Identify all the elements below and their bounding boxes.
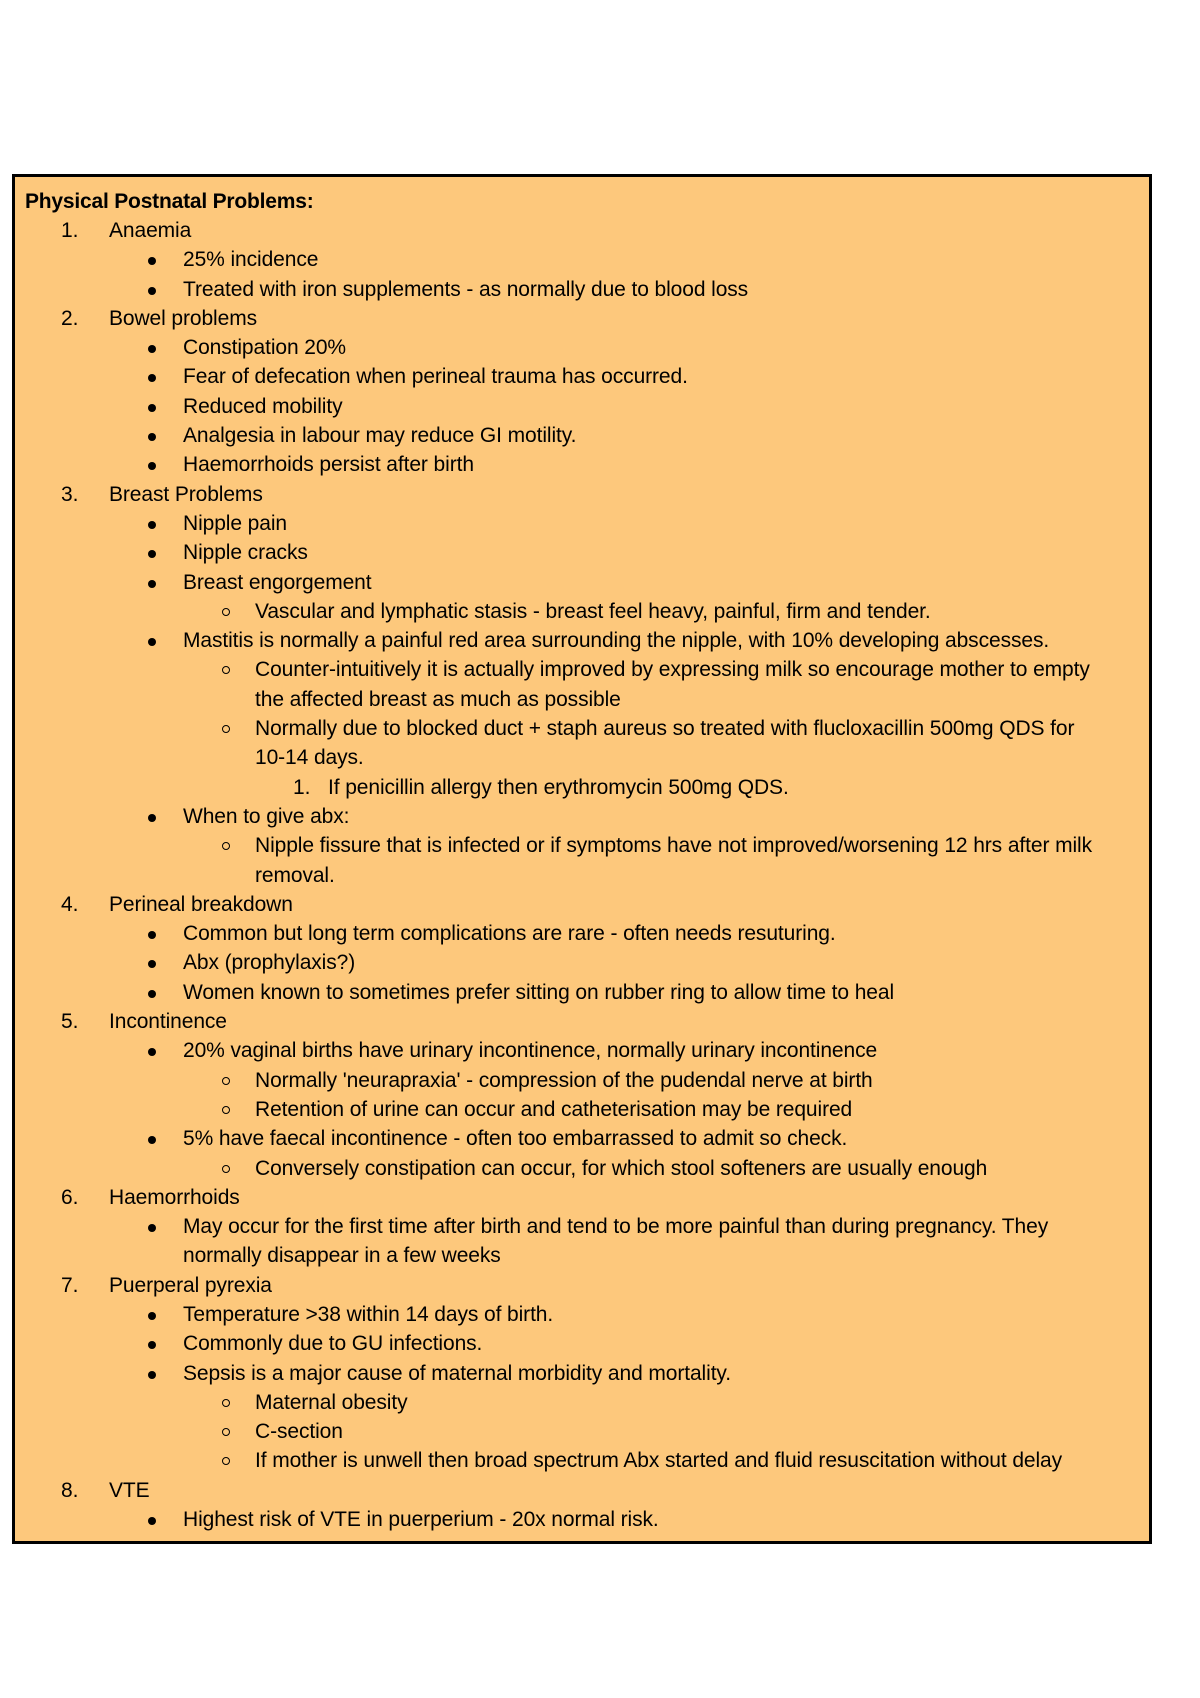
section-heading [25, 480, 1139, 509]
sub-bullet-item-text: If mother is unwell then broad spectrum Abx started and fluid resuscitation without delay [255, 1449, 1063, 1473]
sub-bullet-item-text: Maternal obesity [255, 1390, 408, 1414]
section-number: 3. [61, 482, 79, 506]
section-heading [25, 890, 1139, 919]
circle-bullet-icon [222, 842, 230, 850]
bullet-item [25, 948, 1139, 977]
section-heading-text: Anaemia [109, 219, 192, 242]
bullet-item-text: 20% vaginal births have urinary incontinence, normally urinary incontinence [183, 1039, 878, 1063]
sub-bullet-item [25, 1154, 1139, 1183]
sub-bullet-item-text: Normally 'neurapraxia' - compression of the pudendal nerve at birth [255, 1068, 873, 1092]
sub-bullet-item [25, 861, 1139, 890]
page-title: Physical Postnatal Problems: [25, 190, 314, 213]
bullet-item [25, 568, 1139, 597]
bullet-item-text: 25% incidence [183, 248, 319, 272]
section-heading-text: Breast Problems [109, 482, 263, 506]
bullet-item [25, 919, 1139, 948]
section-number: 8. [61, 1478, 79, 1502]
bullet-icon [148, 1312, 156, 1320]
bullet-item [25, 626, 1139, 655]
section-heading [25, 1271, 1139, 1300]
bullet-icon [148, 814, 156, 822]
notes-box [12, 174, 1152, 1544]
bullet-item-text: May occur for the first time after birth and tend to be more painful than during pregnancy. They [183, 1215, 1049, 1239]
circle-bullet-icon [222, 1399, 230, 1407]
section-number: 1. [61, 219, 79, 242]
bullet-item [25, 275, 1139, 304]
section-heading-text: VTE [109, 1478, 150, 1502]
circle-bullet-icon [222, 1165, 230, 1173]
bullet-icon [148, 580, 156, 588]
circle-bullet-icon [222, 1077, 230, 1085]
sub-bullet-item [25, 597, 1139, 626]
circle-bullet-icon [222, 1428, 230, 1436]
bullet-item [25, 538, 1139, 567]
sub-bullet-item-text: Vascular and lymphatic stasis - breast feel heavy, painful, firm and tender. [255, 599, 931, 623]
bullet-item-text: Nipple pain [183, 511, 287, 535]
circle-bullet-icon [222, 725, 230, 733]
sub-bullet-item-text: Conversely constipation can occur, for which stool softeners are usually enough [255, 1156, 988, 1180]
section-heading [25, 304, 1139, 333]
section-number: 4. [61, 892, 79, 916]
bullet-icon [148, 990, 156, 998]
bullet-icon [148, 1224, 156, 1232]
bullet-item [25, 450, 1139, 479]
bullet-item [25, 509, 1139, 538]
sub-bullet-item-text: 10-14 days. [255, 746, 364, 770]
sub-bullet-item [25, 1388, 1139, 1417]
bullet-item-text: normally disappear in a few weeks [183, 1244, 501, 1268]
bullet-item-text: Mastitis is normally a painful red area surrounding the nipple, with 10% developing abscesses. [183, 629, 1050, 653]
circle-bullet-icon [222, 608, 230, 616]
bullet-item [25, 1359, 1139, 1388]
numbered-sub-item [25, 773, 1139, 802]
bullet-icon [148, 433, 156, 441]
bullet-icon [148, 638, 156, 646]
section-heading [25, 216, 1139, 245]
bullet-item [25, 392, 1139, 421]
sub-bullet-item-text: Counter-intuitively it is actually improved by expressing milk so encourage mother to empty [255, 658, 1090, 682]
circle-bullet-icon [222, 666, 230, 674]
bullet-icon [148, 287, 156, 295]
bullet-item [25, 1300, 1139, 1329]
section-number: 7. [61, 1273, 79, 1297]
bullet-item-text: When to give abx: [183, 804, 350, 828]
bullet-icon [148, 1341, 156, 1349]
bullet-icon [148, 404, 156, 412]
bullet-icon [148, 345, 156, 353]
bullet-item-text: Analgesia in labour may reduce GI motility. [183, 424, 577, 448]
section-heading-text: Incontinence [109, 1010, 227, 1034]
bullet-item-text: Constipation 20% [183, 336, 347, 360]
bullet-item-text: Breast engorgement [183, 570, 372, 594]
bullet-item [25, 1212, 1139, 1241]
section-heading [25, 1476, 1139, 1505]
section-heading [25, 1183, 1139, 1212]
bullet-item [25, 802, 1139, 831]
bullet-item-text: 5% have faecal incontinence - often too embarrassed to admit so check. [183, 1127, 848, 1151]
circle-bullet-icon [222, 1457, 230, 1465]
sub-bullet-item-text: Nipple fissure that is infected or if symptoms have not improved/worsening 12 hrs after milk [255, 834, 1092, 858]
sub-item-number: 1. [293, 775, 311, 799]
bullet-icon [148, 257, 156, 265]
bullet-item [25, 1124, 1139, 1153]
sub-bullet-item [25, 714, 1139, 743]
bullet-item [25, 421, 1139, 450]
bullet-item [25, 978, 1139, 1007]
bullet-item [25, 1505, 1139, 1534]
bullet-item-text: Treated with iron supplements - as normally due to blood loss [183, 277, 749, 301]
sub-bullet-item-text: Retention of urine can occur and catheterisation may be required [255, 1097, 853, 1121]
bullet-icon [148, 462, 156, 470]
bullet-icon [148, 960, 156, 968]
sub-bullet-item-text: the affected breast as much as possible [255, 687, 621, 711]
bullet-item-text: Nipple cracks [183, 541, 308, 565]
bullet-item [25, 245, 1139, 274]
sub-bullet-item [25, 1095, 1139, 1124]
circle-bullet-icon [222, 1106, 230, 1114]
bullet-item-text: Commonly due to GU infections. [183, 1332, 483, 1356]
bullet-item [25, 1036, 1139, 1065]
sub-bullet-item-text: Normally due to blocked duct + staph aureus so treated with flucloxacillin 500mg QDS for [255, 717, 1075, 741]
section-number: 2. [61, 306, 79, 330]
bullet-icon [148, 1136, 156, 1144]
sub-bullet-item [25, 743, 1139, 772]
sub-bullet-item [25, 685, 1139, 714]
bullet-item [25, 1329, 1139, 1358]
section-number: 6. [61, 1185, 79, 1209]
problem-list [25, 216, 1139, 1534]
sub-bullet-item-text: C-section [255, 1420, 343, 1444]
sub-bullet-item [25, 1446, 1139, 1475]
bullet-icon [148, 521, 156, 529]
bullet-item-text: Women known to sometimes prefer sitting on rubber ring to allow time to heal [183, 980, 895, 1004]
bullet-item [25, 362, 1139, 391]
sub-bullet-item [25, 655, 1139, 684]
section-heading-text: Puerperal pyrexia [109, 1273, 272, 1297]
section-heading [25, 1007, 1139, 1036]
bullet-icon [148, 1371, 156, 1379]
bullet-icon [148, 374, 156, 382]
bullet-icon [148, 1517, 156, 1525]
bullet-item [25, 1241, 1139, 1270]
bullet-icon [148, 550, 156, 558]
section-heading-text: Bowel problems [109, 306, 257, 330]
bullet-item [25, 333, 1139, 362]
sub-bullet-item [25, 1417, 1139, 1446]
section-heading-text: Haemorrhoids [109, 1185, 240, 1209]
bullet-item-text: Haemorrhoids persist after birth [183, 453, 474, 477]
bullet-item-text: Temperature >38 within 14 days of birth. [183, 1302, 554, 1326]
section-heading-text: Perineal breakdown [109, 892, 293, 916]
bullet-icon [148, 1048, 156, 1056]
bullet-item-text: Fear of defecation when perineal trauma has occurred. [183, 365, 688, 389]
sub-bullet-item [25, 1066, 1139, 1095]
bullet-item-text: Common but long term complications are rare - often needs resuturing. [183, 922, 836, 946]
sub-bullet-item-text: removal. [255, 863, 335, 887]
bullet-item-text: Abx (prophylaxis?) [183, 951, 356, 975]
bullet-item-text: Reduced mobility [183, 394, 343, 418]
section-number: 5. [61, 1010, 79, 1034]
numbered-sub-item-text: If penicillin allergy then erythromycin 500mg QDS. [328, 775, 789, 799]
sub-bullet-item [25, 831, 1139, 860]
bullet-item-text: Sepsis is a major cause of maternal morbidity and mortality. [183, 1361, 731, 1385]
bullet-item-text: Highest risk of VTE in puerperium - 20x normal risk. [183, 1508, 659, 1532]
bullet-icon [148, 931, 156, 939]
